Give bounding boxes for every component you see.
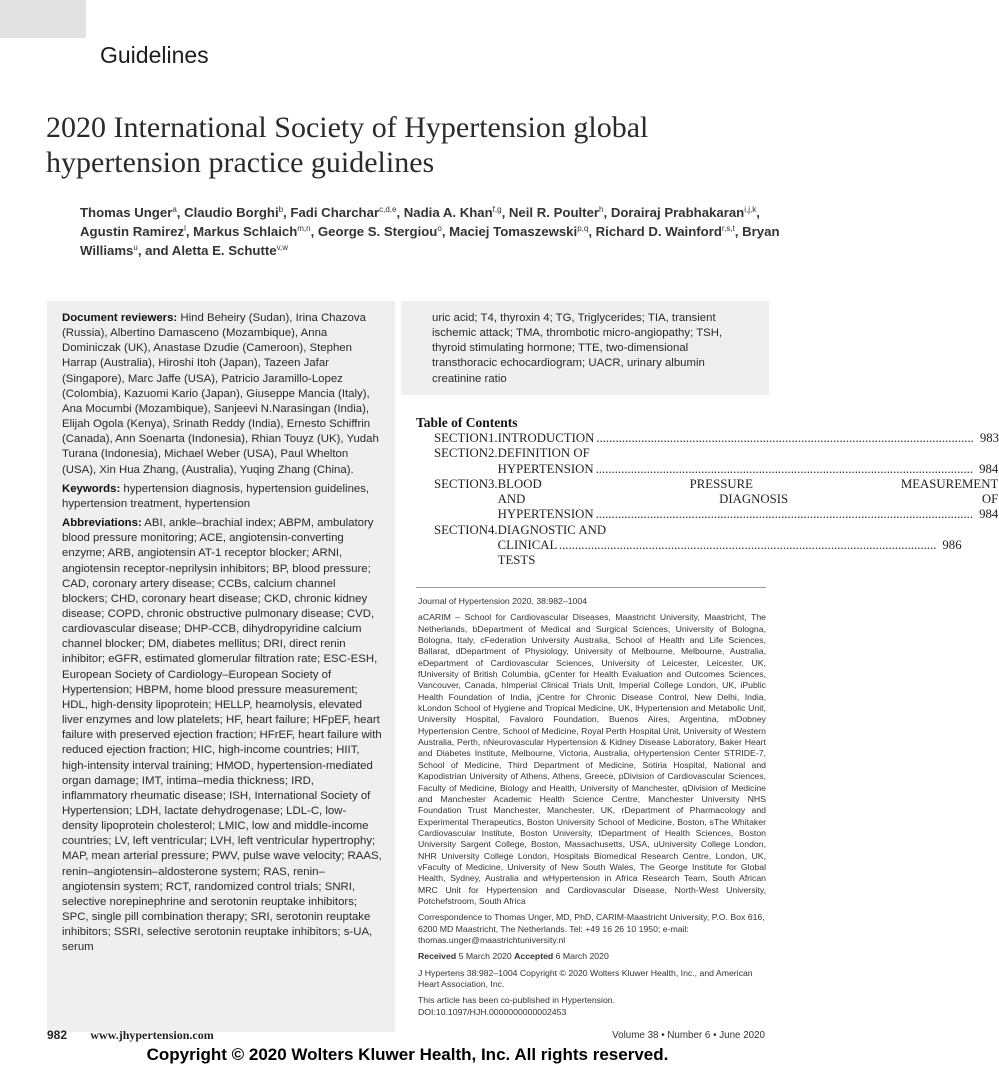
toc-page-number: 984	[979, 461, 999, 476]
author-affiliation-mark: l	[184, 224, 186, 233]
author-affiliation-mark: v,w	[276, 243, 288, 252]
toc-entry[interactable]	[434, 522, 962, 569]
author-separator: ,	[588, 224, 596, 239]
divider	[416, 587, 766, 588]
author-name: Maciej Tomaszewski	[449, 224, 578, 239]
author-separator: ,	[734, 224, 743, 239]
toc-entry-last-line	[498, 538, 962, 569]
received-date: 5 March 2020	[458, 951, 512, 962]
author-name: George S. Stergiou	[317, 224, 438, 239]
affiliations-block	[418, 596, 766, 1023]
author-affiliation-mark: r,s,t	[721, 224, 735, 233]
accepted-date: 6 March 2020	[555, 951, 609, 962]
toc-entry[interactable]	[434, 446, 999, 477]
author-separator: ,	[310, 224, 318, 239]
toc-entry-title-line: BLOOD PRESSURE MEASUREMENT	[497, 476, 999, 491]
author-separator: ,	[441, 224, 450, 239]
toc-entry-title: CLINICAL TESTS	[497, 538, 557, 568]
author-name: Fadi Charchar	[290, 205, 380, 220]
toc-section-label: SECTION	[434, 522, 489, 537]
toc-heading: Table of Contents	[416, 415, 518, 430]
author-affiliation-mark: h	[599, 205, 604, 214]
article-title: 2020 International Society of Hypertension global hypertension practice guidelines	[46, 111, 649, 179]
toc-section-number: 1.	[488, 431, 498, 445]
left-column	[62, 311, 382, 960]
section-label: Guidelines	[100, 42, 209, 68]
author-affiliation-mark: o	[437, 224, 442, 233]
toc-leader-dots	[596, 507, 974, 522]
toc-section-number: 3.	[488, 476, 498, 491]
author-list	[80, 203, 780, 260]
toc-section-number: 4.	[488, 522, 498, 537]
author-separator: , and	[137, 243, 172, 258]
author-affiliation-mark: a	[172, 205, 177, 214]
journal-url[interactable]: www.jhypertension.com	[90, 1028, 214, 1042]
toc-entry-title: HYPERTENSION	[497, 507, 594, 522]
toc-entry-last-line	[498, 462, 999, 477]
reviewers-paragraph	[62, 311, 382, 478]
reviewers-label: Document reviewers:	[62, 312, 178, 324]
author-separator: ,	[396, 205, 404, 220]
citation: J Hypertens 38:982–1004 Copyright © 2020 Wolters Kluwer Health, Inc., and American Heart Association, Inc.	[418, 967, 753, 989]
author-name: Thomas Unger	[80, 205, 173, 220]
toc-entry-title-line: DIAGNOSTIC AND	[497, 522, 607, 537]
toc-section-label: SECTION	[434, 431, 489, 445]
received-label: Received	[418, 951, 457, 962]
toc-section-label: SECTION	[434, 476, 489, 491]
toc-page-number: 983	[979, 431, 999, 445]
author-separator: ,	[176, 205, 185, 220]
corner-tab	[0, 0, 86, 38]
accepted-label: Accepted	[514, 951, 554, 962]
toc-entry-last-line	[498, 431, 999, 446]
journal-reference: Journal of Hypertension 2020, 38:982–1004	[418, 596, 588, 606]
toc-entry-title: INTRODUCTION	[497, 431, 595, 445]
abbreviations-label: Abbreviations:	[62, 517, 142, 530]
author-affiliation-mark: c,d,e	[379, 205, 397, 214]
toc-entry-title: HYPERTENSION	[497, 461, 594, 476]
toc-entry[interactable]	[434, 431, 999, 446]
author-affiliation-mark: m,n	[297, 224, 311, 233]
author-separator: ,	[501, 205, 509, 220]
author-name: Neil R. Poulter	[508, 205, 600, 220]
toc-entry[interactable]	[434, 476, 999, 523]
author-name: Agustin Ramirez	[80, 224, 185, 239]
toc-section-number: 2.	[488, 446, 498, 461]
page-footer	[47, 1028, 214, 1043]
abbreviations-text: ABI, ankle–brachial index; ABPM, ambulatory blood pressure monitoring; ACE, angiotensin-converting enzyme; ARB, angiotensin AT-1 receptor blocker; ARNI, angiotensin receptor-neprilysin inhibitors; BP, blood pressure; CAD, coronary artery disease; CCBs, calcium channel blockers; CHD, coronary heart disease; CKD, chronic kidney disease; COPD, chronic obstructive pulmonary disease; CVD, cardiovascular disease; DHP-CCB, dihydropyridine calcium channel blocker; DM, diabetes mellitus; DRI, direct renin inhibitor; eGFR, estimated glomerular filtration rate; ESC-ESH, European Society of Cardiology–European Society of Hypertension; HBPM, home blood pressure measurement; HDL, high-density lipoprotein; HELLP, heamolysis, elevated liver enzymes and low platelets; HF, heart failure; HFpEF, heart failure with preserved ejection fraction; HFrEF, heart failure with reduced ejection fraction; HIC, high-income countries; HIIT, high-intensity interval training; HMOD, hypertension-mediated organ damage; IMT, intima–media thickness; IRD, inflammatory rheumatic disease; ISH, International Society of Hypertension; LDH, lactate dehydrogenase; LDL-C, low-density lipoprotein cholesterol; LMIC, low and middle-income countries; LV, left ventricular; LVH, left ventricular hypertrophy; MAP, mean arterial pressure; PWV, pulse wave velocity; RAAS, renin–angiotensin–aldosterone system; RAS, renin–angiotensin system; RCT, randomized control trials; SNRI, selective norepinephrine and serotonin reuptake inhibitors; SPC, single pill combination therapy; SRI, serotonin reuptake inhibitors; SSRI, selective serotonin reuptake inhibitors; s-UA, serum	[62, 517, 382, 954]
dates-line	[418, 951, 766, 962]
author-separator: ,	[283, 205, 291, 220]
author-name: Markus Schlaich	[193, 224, 298, 239]
copublished-note: This article has been co-published in Hypertension.	[418, 995, 616, 1006]
keywords-text: hypertension diagnosis, hypertension guidelines, hypertension treatment, hypertension	[62, 482, 370, 510]
author-affiliation-mark: i,j,k	[744, 205, 757, 214]
author-separator: ,	[603, 205, 611, 220]
toc-page-number: 984	[979, 507, 999, 522]
toc-entry-last-line	[498, 507, 999, 522]
toc-entry-title-line: AND DIAGNOSIS OF	[497, 492, 999, 507]
author-name: Aletta E. Schutte	[171, 243, 277, 258]
author-name: Dorairaj Prabhakaran	[610, 205, 745, 220]
toc-section-label: SECTION	[434, 446, 489, 461]
author-name: Bryan Williams	[80, 224, 780, 258]
author-separator: ,	[185, 224, 194, 239]
doi: DOI:10.1097/HJH.0000000000002453	[418, 1006, 567, 1017]
abbreviations-paragraph	[62, 516, 382, 956]
copyright-banner: Copyright © 2020 Wolters Kluwer Health, Inc. All rights reserved.	[146, 1045, 669, 1064]
author-affiliation-mark: u	[133, 243, 138, 252]
author-name: Richard D. Wainford	[595, 224, 722, 239]
abbreviations-continued: uric acid; T4, thyroxin 4; TG, Triglycerides; TIA, transient ischemic attack; TMA, thrombotic micro-angiopathy; TSH, thyroid stimulating hormone; TTE, two-dimensional transthoracic echocardiogram; UACR, urinary albumin creatinine ratio	[432, 312, 723, 385]
author-name: Claudio Borghi	[184, 205, 279, 220]
toc-entry-title-line: DEFINITION OF	[497, 446, 590, 461]
toc-page-number: 986	[942, 538, 962, 553]
author-separator: ,	[756, 205, 760, 220]
reviewers-text: Hind Beheiry (Sudan), Irina Chazova (Russia), Albertino Damasceno (Mozambique), Anna Dominiczak (UK), Anastase Dzudie (Cameroon), Stephen Harrap (Australia), Hiroshi Itoh (Japan), Tazeen Jafar (Singapore), Marc Jaffe (USA), Patricio Jaramillo-Lopez (Colombia), Kazuomi Kario (Japan), Giuseppe Mancia (Italy), Ana Mocumbi (Mozambique), Sanjeevi N.Narasingan (India), Elijah Ogola (Kenya), Srinath Reddy (India), Ernesto Schiffrin (Canada), Ann Soenarta (Indonesia), Rhian Touyz (UK), Yudah Turana (Indonesia), Michael Weber (USA), Paul Whelton (USA), Xin Hua Zhang, (Australia), Yuqing Zhang (China).	[62, 312, 379, 476]
affiliations-text: aCARIM – School for Cardiovascular Diseases, Maastricht University, Maastricht, The Netherlands, bDepartment of Medical and Surgical Sciences, University of Bologna, Bologna, Italy, cFederation University Australia, School of Health and Life Sciences, Ballarat, dDepartment of Physiology, University of Melbourne, Melbourne, Australia, eDepartment of Cardiovascular Sciences, University of Leicester, Leicester, UK, fUniversity of British Columbia, gCenter for Health Evaluation and Outcomes Sciences, Vancouver, Canada, hImperial Clinical Trials Unit, Imperial College London, UK, iPublic Health Foundation of India, jCentre for Chronic Disease Control, New Delhi, India, kLondon School of Hygiene and Tropical Medicine, UK, lHypertension and Metabolic Unit, University Hospital, Favaloro Foundation, Buenos Aires, Argentina, mDobney Hypertension Centre, School of Medicine, Royal Perth Hospital Unit, University of Western Australia, Perth, nNeurovascular Hypertension & Kidney Disease Laboratory, Baker Heart and Diabetes Institute, Melbourne, Victoria, Australia, oHypertension Center STRIDE-7, School of Medicine, Third Department of Medicine, Sotiria Hospital, National and Kapodistrian University of Athens, Athens, Greece, pDivision of Cardiovascular Sciences, Faculty of Medicine, Biology and Health, University of Manchester, qDivision of Medicine and Manchester Academic Health Science Centre, Manchester University NHS Foundation Trust Manchester, Manchester, UK, rDepartment of Pharmacology and Experimental Therapeutics, Boston University School of Medicine, Boston, sThe Whitaker Cardiovascular Institute, Boston University, tDepartment of Health Sciences, Boston University Sargent College, Boston, Massachusetts, USA, uUniversity College London, NHR University College London, Hospitals Biomedical Research Centre, London, UK, vFaculty of Medicine, University of New South Wales, The George Institute for Global Health, Sydney, Australia and wHypertension in Africa Research Team, South African MRC Unit for Hypertension and Cardiovascular Disease, North-West University, Potchefstroom, South Africa	[418, 612, 766, 906]
author-affiliation-mark: f,g	[492, 205, 502, 214]
author-affiliation-mark: p,q	[577, 224, 589, 233]
author-name: Nadia A. Khan	[403, 205, 493, 220]
keywords-label: Keywords:	[62, 482, 121, 495]
toc-leader-dots	[596, 431, 974, 446]
volume-info: Volume 38 • Number 6 • June 2020	[612, 1030, 765, 1041]
toc-leader-dots	[559, 538, 937, 569]
correspondence: Correspondence to Thomas Unger, MD, PhD, CARIM-Maastricht University, P.O. Box 616, 6200 MD Maastricht, The Netherlands. Tel: +49 16 26 10 1950; e-mail: thomas.unger@maastrichtuniversity.nl	[418, 912, 765, 945]
toc-leader-dots	[596, 462, 974, 477]
keywords-paragraph	[62, 482, 382, 512]
page-number: 982	[47, 1028, 68, 1042]
author-affiliation-mark: b	[278, 205, 284, 214]
table-of-contents	[434, 431, 999, 569]
